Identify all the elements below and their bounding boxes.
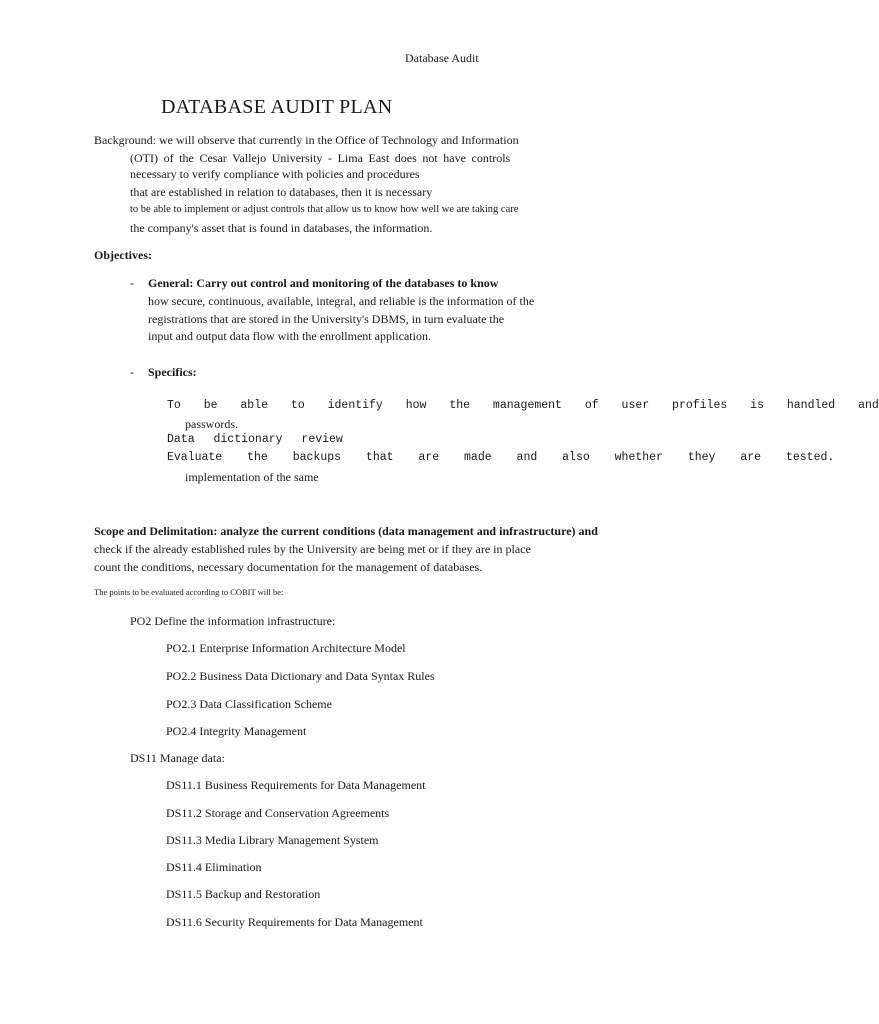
running-header: Database Audit [405,51,479,65]
general-line-1: General: Carry out control and monitoring of the databases to know [148,276,499,290]
specifics-line-4: Evaluate the backups that are made and also whether they are tested. [167,451,835,464]
background-line-1: Background: we will observe that currently in the Office of Technology and Information [94,133,519,147]
specifics-line-2: passwords. [185,417,238,431]
background-line-2 [130,151,511,166]
background-line-2-text: (OTI) of the Cesar Vallejo University - Lima East does not have controls [130,151,511,165]
background-line-4: that are established in relation to databases, then it is necessary [130,185,433,199]
specifics-line-1: To be able to identify how the management of user profiles is handled and [167,399,879,412]
document-title: DATABASE AUDIT PLAN [161,96,393,118]
specifics-bullet: - [130,365,134,379]
background-line-3: necessary to verify compliance with policies and procedures [130,167,420,181]
po2-item-1: PO2.1 Enterprise Information Architecture Model [166,641,406,655]
objectives-heading: Objectives: [94,248,152,262]
general-line-4: input and output data flow with the enrollment application. [148,329,431,343]
po2-item-4: PO2.4 Integrity Management [166,724,307,738]
po2-item-2: PO2.2 Business Data Dictionary and Data Syntax Rules [166,669,435,683]
scope-line-2: check if the already established rules by the University are being met or if they are in place [94,542,531,556]
scope-line-3: count the conditions, necessary documentation for the management of databases. [94,560,483,574]
general-line-3: registrations that are stored in the University's DBMS, in turn evaluate the [148,312,505,326]
general-line-2: how secure, continuous, available, integral, and reliable is the information of the [148,294,535,308]
ds11-heading: DS11 Manage data: [130,751,225,765]
po2-heading: PO2 Define the information infrastructure: [130,614,336,628]
ds11-item-3: DS11.3 Media Library Management System [166,833,379,847]
ds11-item-4: DS11.4 Elimination [166,860,262,874]
ds11-item-1: DS11.1 Business Requirements for Data Management [166,778,426,792]
ds11-item-2: DS11.2 Storage and Conservation Agreements [166,806,390,820]
specifics-label: Specifics: [148,365,197,379]
specifics-line-5: implementation of the same [185,470,319,484]
background-line-6: the company's asset that is found in databases, the information. [130,221,433,235]
general-bullet: - [130,276,134,290]
specifics-line-3: Data dictionary review [167,433,343,446]
cobit-note: The points to be evaluated according to COBIT will be: [94,587,284,597]
po2-item-3: PO2.3 Data Classification Scheme [166,697,332,711]
scope-line-1: Scope and Delimitation: analyze the current conditions (data management and infrastructure) and [94,524,598,538]
ds11-item-5: DS11.5 Backup and Restoration [166,887,321,901]
ds11-item-6: DS11.6 Security Requirements for Data Management [166,915,423,929]
background-line-5: to be able to implement or adjust controls that allow us to know how well we are taking care [130,204,519,215]
